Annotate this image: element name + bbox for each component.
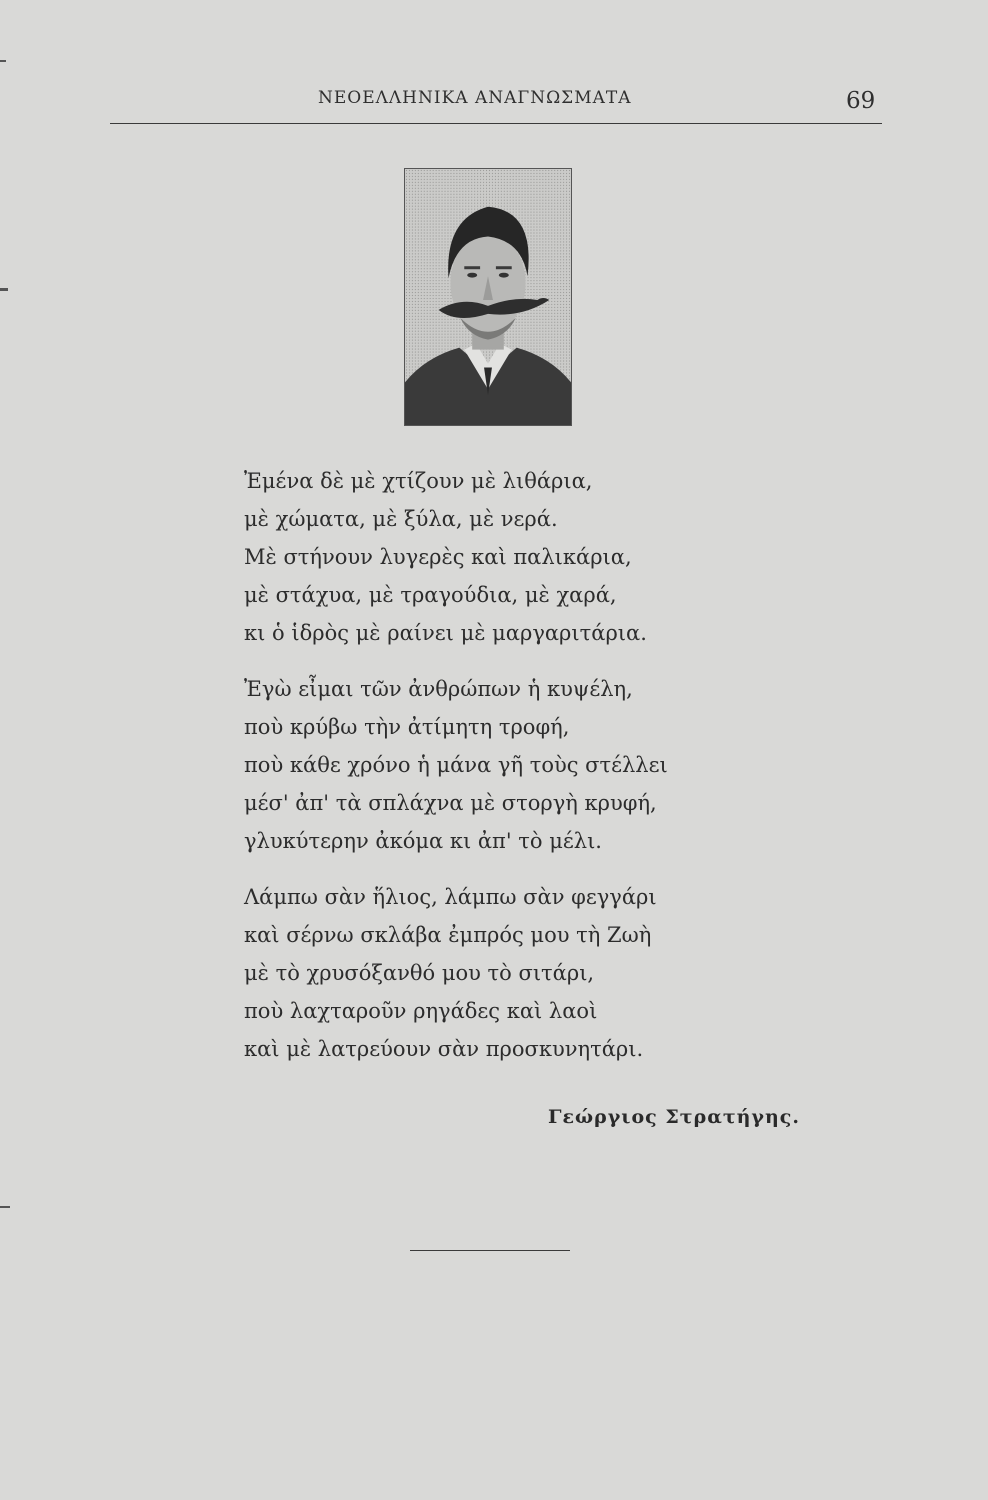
binding-mark (0, 1206, 10, 1208)
poem-line: ποὺ κάθε χρόνο ἡ μάνα γῆ τοὺς στέλλει (244, 753, 668, 777)
poem-line: καὶ μὲ λατρεύουν σὰν προσκυνητάρι. (244, 1037, 644, 1061)
poem-line: Μὲ στήνουν λυγερὲς καὶ παλικάρια, (244, 545, 632, 569)
running-header-title: ΝΕΟΕΛΛΗΝΙΚΑ ΑΝΑΓΝΩΣΜΑΤΑ (318, 88, 632, 108)
author-portrait (404, 168, 572, 426)
poem-line: μέσ' ἀπ' τὰ σπλάχνα μὲ στοργὴ κρυφή, (244, 791, 657, 815)
stanza-2 (244, 670, 764, 860)
poem-line: μὲ χώματα, μὲ ξύλα, μὲ νερά. (244, 507, 558, 531)
binding-mark (0, 288, 8, 291)
author-signature: Γεώργιος Στρατήγης. (548, 1106, 800, 1128)
poem-text (244, 462, 764, 1086)
poem-line: γλυκύτερην ἀκόμα κι ἀπ' τὸ μέλι. (244, 829, 602, 853)
portrait-engraving-icon (405, 169, 571, 425)
poem-line: κι ὁ ἱδρὸς μὲ ραίνει μὲ μαργαριτάρια. (244, 621, 647, 645)
binding-mark (0, 60, 6, 62)
poem-line: Ἐγὼ εἶμαι τῶν ἀνθρώπων ἡ κυψέλη, (244, 677, 633, 701)
end-rule (410, 1250, 570, 1251)
header-rule (110, 123, 882, 124)
page-number: 69 (846, 88, 876, 114)
poem-line: ποὺ λαχταροῦν ρηγάδες καὶ λαοὶ (244, 999, 598, 1023)
stanza-1 (244, 462, 764, 652)
poem-line: μὲ στάχυα, μὲ τραγούδια, μὲ χαρά, (244, 583, 617, 607)
poem-line: Ἐμένα δὲ μὲ χτίζουν μὲ λιθάρια, (244, 469, 593, 493)
poem-line: μὲ τὸ χρυσόξανθό μου τὸ σιτάρι, (244, 961, 595, 985)
poem-line: καὶ σέρνω σκλάβα ἐμπρός μου τὴ Ζωὴ (244, 923, 652, 947)
poem-line: Λάμπω σὰν ἥλιος, λάμπω σὰν φεγγάρι (244, 885, 657, 909)
poem-line: ποὺ κρύβω τὴν ἀτίμητη τροφή, (244, 715, 570, 739)
stanza-3 (244, 878, 764, 1068)
